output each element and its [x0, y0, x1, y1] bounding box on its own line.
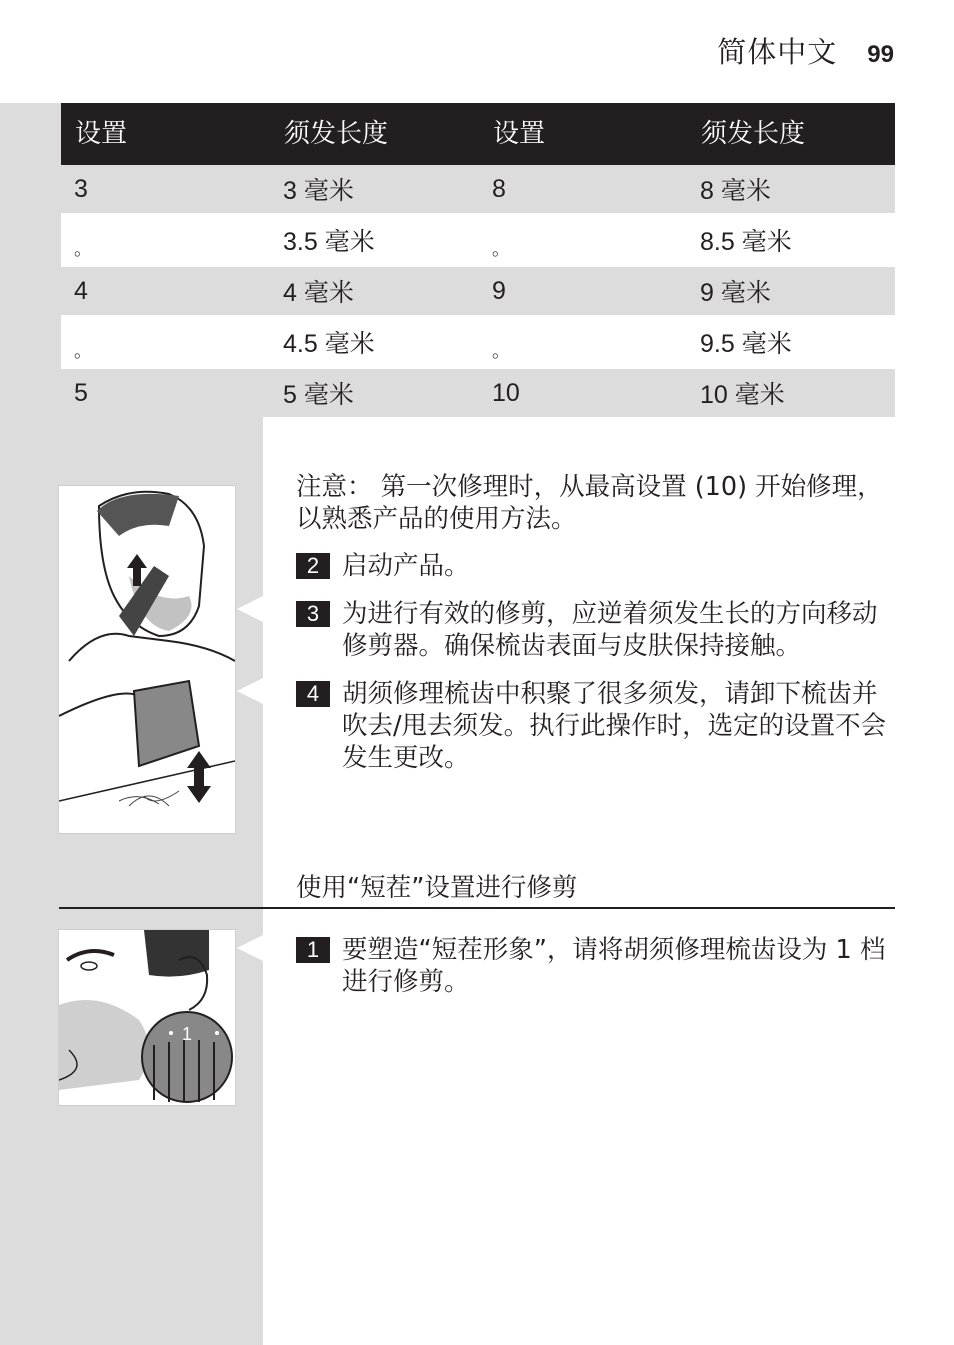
table-cell: 。 [479, 315, 687, 369]
table-cell: 4.5 毫米 [270, 315, 479, 369]
step-text: 要塑造“短茬形象”，请将胡须修理梳齿设为 1 档进行修剪。 [342, 935, 886, 997]
trimming-illustration [58, 485, 236, 834]
note-text: 注意： 第一次修理时，从最高设置 (10) 开始修理，以熟悉产品的使用方法。 [296, 472, 883, 534]
illustration-pointer [237, 678, 263, 704]
trimming-drawing [59, 486, 235, 833]
step-text: 启动产品。 [342, 551, 470, 581]
illustration-pointer [237, 935, 263, 961]
table-cell: 。 [61, 213, 270, 267]
table-header-row [61, 103, 895, 165]
language-label: 简体中文 [717, 35, 838, 69]
step-number: 4 [296, 681, 330, 707]
table-cell: 5 [61, 369, 270, 417]
table-cell: 4 毫米 [270, 267, 479, 315]
table-cell: 3 毫米 [270, 165, 479, 213]
illustration-pointer [237, 596, 263, 622]
table-cell: 8 [479, 165, 687, 213]
stubble-drawing [59, 930, 235, 1105]
table-header-cell: 须发长度 [687, 103, 895, 165]
table-cell: 。 [61, 315, 270, 369]
table-cell: 3 [61, 165, 270, 213]
step-2 [296, 550, 896, 582]
table-cell: 3.5 毫米 [270, 213, 479, 267]
table-header-cell: 设置 [61, 103, 270, 165]
step-text: 为进行有效的修剪，应逆着须发生长的方向移动修剪器。确保梳齿表面与皮肤保持接触。 [342, 599, 878, 661]
section-title: 使用“短茬”设置进行修剪 [296, 873, 578, 903]
table-cell: 9.5 毫米 [687, 315, 895, 369]
step-number: 1 [296, 937, 330, 963]
page-number: 99 [867, 41, 894, 68]
table-header-cell: 须发长度 [270, 103, 479, 165]
table-header-cell: 设置 [479, 103, 687, 165]
step-3 [296, 598, 896, 662]
stubble-illustration [58, 929, 236, 1106]
eye-icon [81, 962, 97, 970]
table-cell: 4 [61, 267, 270, 315]
table-row [61, 165, 895, 213]
table-row [61, 369, 895, 417]
table-cell: 9 毫米 [687, 267, 895, 315]
settings-table [61, 103, 895, 417]
arrow-updown-icon [187, 751, 211, 803]
table-row [61, 267, 895, 315]
table-row [61, 315, 895, 369]
table-cell: 8 毫米 [687, 165, 895, 213]
table-cell: 10 毫米 [687, 369, 895, 417]
section-step-1 [296, 934, 896, 998]
table-cell: 8.5 毫米 [687, 213, 895, 267]
table-row [61, 213, 895, 267]
table-cell: 9 [479, 267, 687, 315]
table-cell: 5 毫米 [270, 369, 479, 417]
table-cell: 10 [479, 369, 687, 417]
step-4 [296, 678, 896, 774]
step-number: 2 [296, 553, 330, 579]
dial-label: 1 [181, 1024, 193, 1044]
step-number: 3 [296, 601, 330, 627]
section-divider [59, 907, 895, 909]
page-header [717, 30, 894, 71]
step-text: 胡须修理梳齿中积聚了很多须发，请卸下梳齿并吹去/甩去须发。执行此操作时，选定的设置不会发生更改。 [342, 679, 887, 773]
table-cell: 。 [479, 213, 687, 267]
